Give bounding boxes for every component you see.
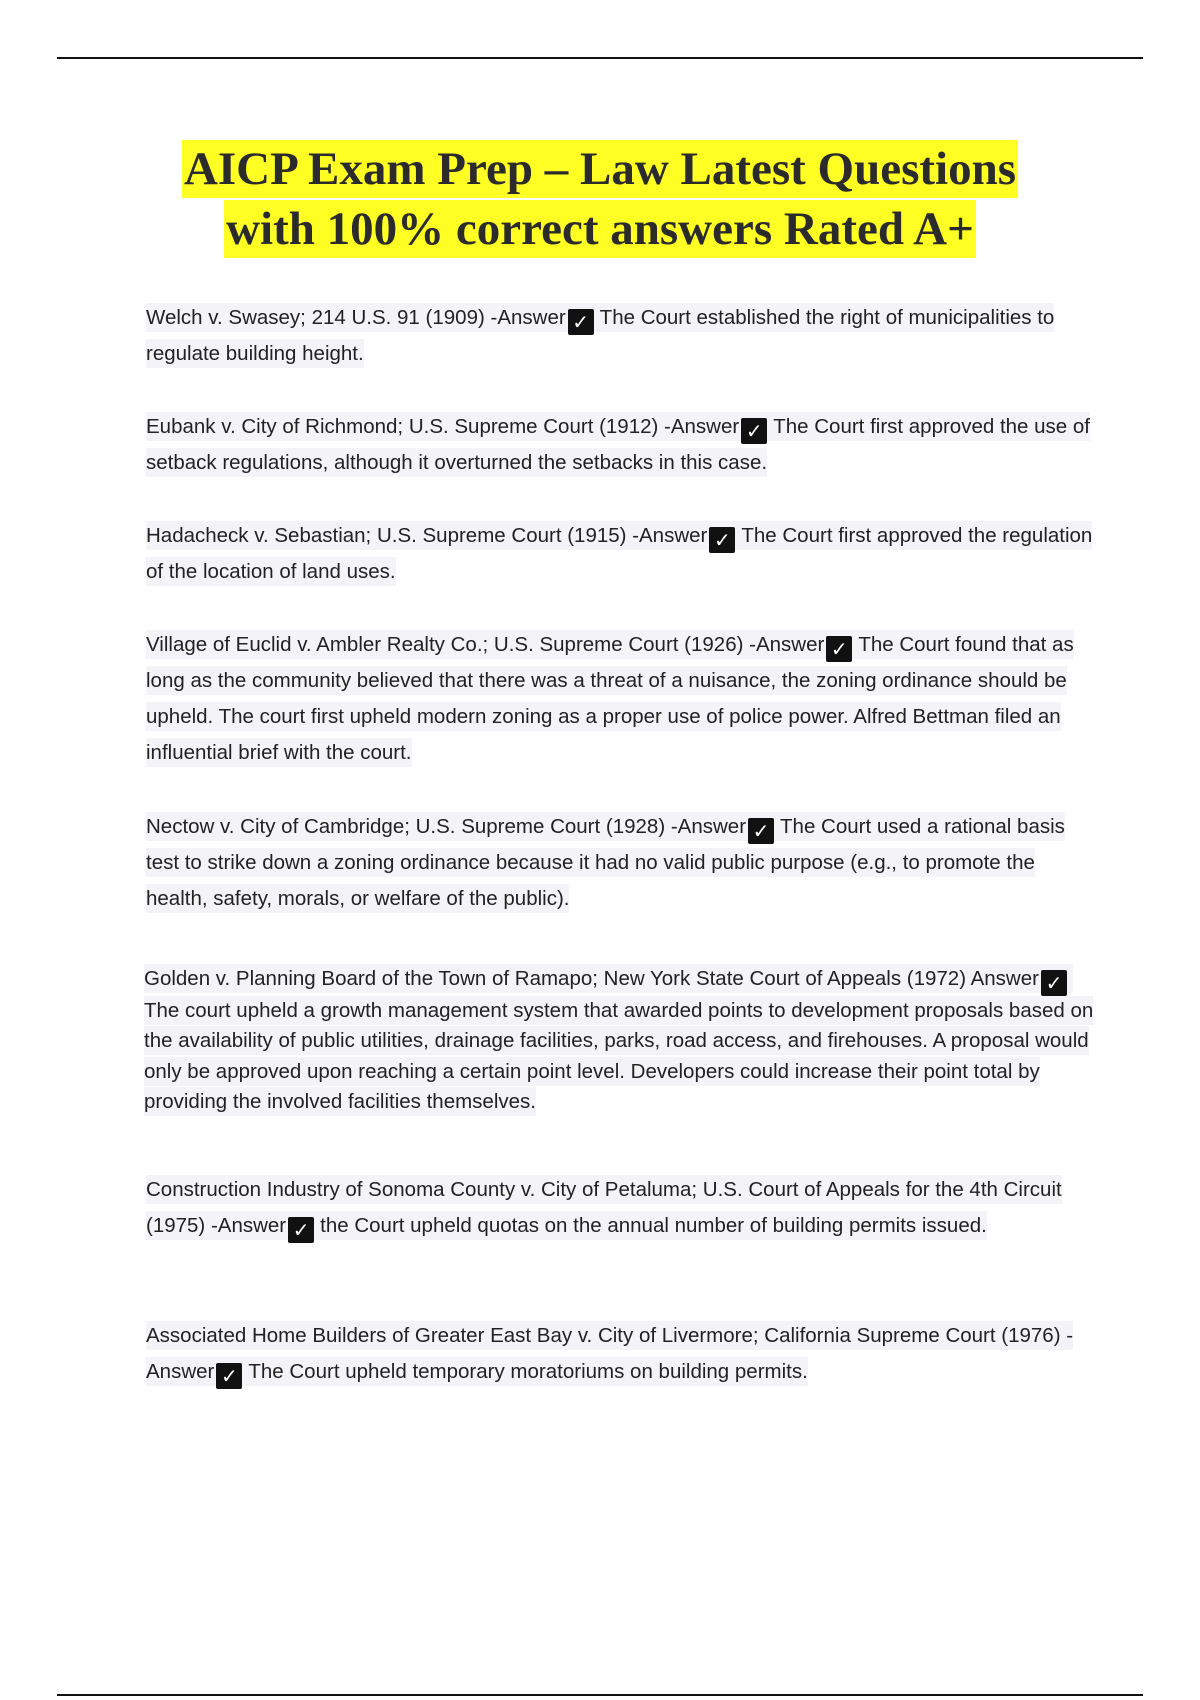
footer-rule: [57, 1694, 1143, 1696]
question-text: Welch v. Swasey; 214 U.S. 91 (1909) -Answer: [146, 306, 566, 329]
qa-entry: [146, 1172, 1096, 1244]
title-line-1: AICP Exam Prep – Law Latest Questions: [182, 140, 1018, 198]
document-title: [0, 140, 1200, 258]
checkmark-icon: ✓: [741, 418, 767, 444]
answer-text: The Court found that as long as the community believed that there was a threat of a nuisance, the zoning ordinance should be upheld. The court first upheld modern zoning as a proper use of police power. Alfred Bettman filed an influential brief with the court.: [146, 633, 1074, 764]
answer-text: The Court established the right of municipalities to regulate building height.: [146, 306, 1055, 365]
question-text: Village of Euclid v. Ambler Realty Co.; U.S. Supreme Court (1926) -Answer: [146, 633, 825, 656]
qa-entry: [146, 809, 1096, 917]
checkmark-icon: ✓: [216, 1363, 242, 1389]
answer-text: The Court first approved the regulation of the location of land uses.: [146, 524, 1093, 583]
title-line-2: with 100% correct answers Rated A+: [224, 200, 976, 258]
checkmark-icon: ✓: [709, 527, 735, 553]
question-text: Hadacheck v. Sebastian; U.S. Supreme Court (1915) -Answer: [146, 524, 708, 547]
qa-entry: [146, 1318, 1096, 1390]
answer-text: the Court upheld quotas on the annual number of building permits issued.: [320, 1214, 987, 1237]
checkmark-icon: ✓: [1041, 970, 1067, 996]
answer-text: The Court upheld temporary moratoriums on building permits.: [248, 1360, 808, 1383]
qa-entry: [144, 964, 1094, 1117]
answer-text: The Court used a rational basis test to strike down a zoning ordinance because it had no valid public purpose (e.g., to promote the health, safety, morals, or welfare of the public).: [146, 815, 1065, 910]
header-rule: [57, 57, 1143, 59]
question-text: Nectow v. City of Cambridge; U.S. Supreme Court (1928) -Answer: [146, 815, 747, 838]
qa-entry: [146, 518, 1096, 590]
checkmark-icon: ✓: [826, 636, 852, 662]
checkmark-icon: ✓: [748, 818, 774, 844]
question-text: Golden v. Planning Board of the Town of Ramapo; New York State Court of Appeals (1972) Answer: [144, 967, 1039, 990]
qa-entry: [146, 300, 1096, 372]
checkmark-icon: ✓: [288, 1217, 314, 1243]
answer-text: The court upheld a growth management system that awarded points to development proposals based on the availability of public utilities, drainage facilities, parks, road access, and firehouses. A proposal would only be approved upon reaching a certain point level. Developers could increase their point total by providing the involved facilities themselves.: [144, 999, 1094, 1113]
question-text: Construction Industry of Sonoma County v. City of Petaluma; U.S. Court of Appeals for the 4th Circuit (1975) -Answer: [146, 1178, 1062, 1237]
question-text: Eubank v. City of Richmond; U.S. Supreme Court (1912) -Answer: [146, 415, 740, 438]
question-text: Associated Home Builders of Greater East Bay v. City of Livermore; California Supreme Court (1976) -Answer: [146, 1324, 1074, 1383]
checkmark-icon: ✓: [568, 309, 594, 335]
answer-text: The Court first approved the use of setback regulations, although it overturned the setbacks in this case.: [146, 415, 1090, 474]
qa-entry: [146, 627, 1096, 771]
qa-entry: [146, 409, 1096, 481]
